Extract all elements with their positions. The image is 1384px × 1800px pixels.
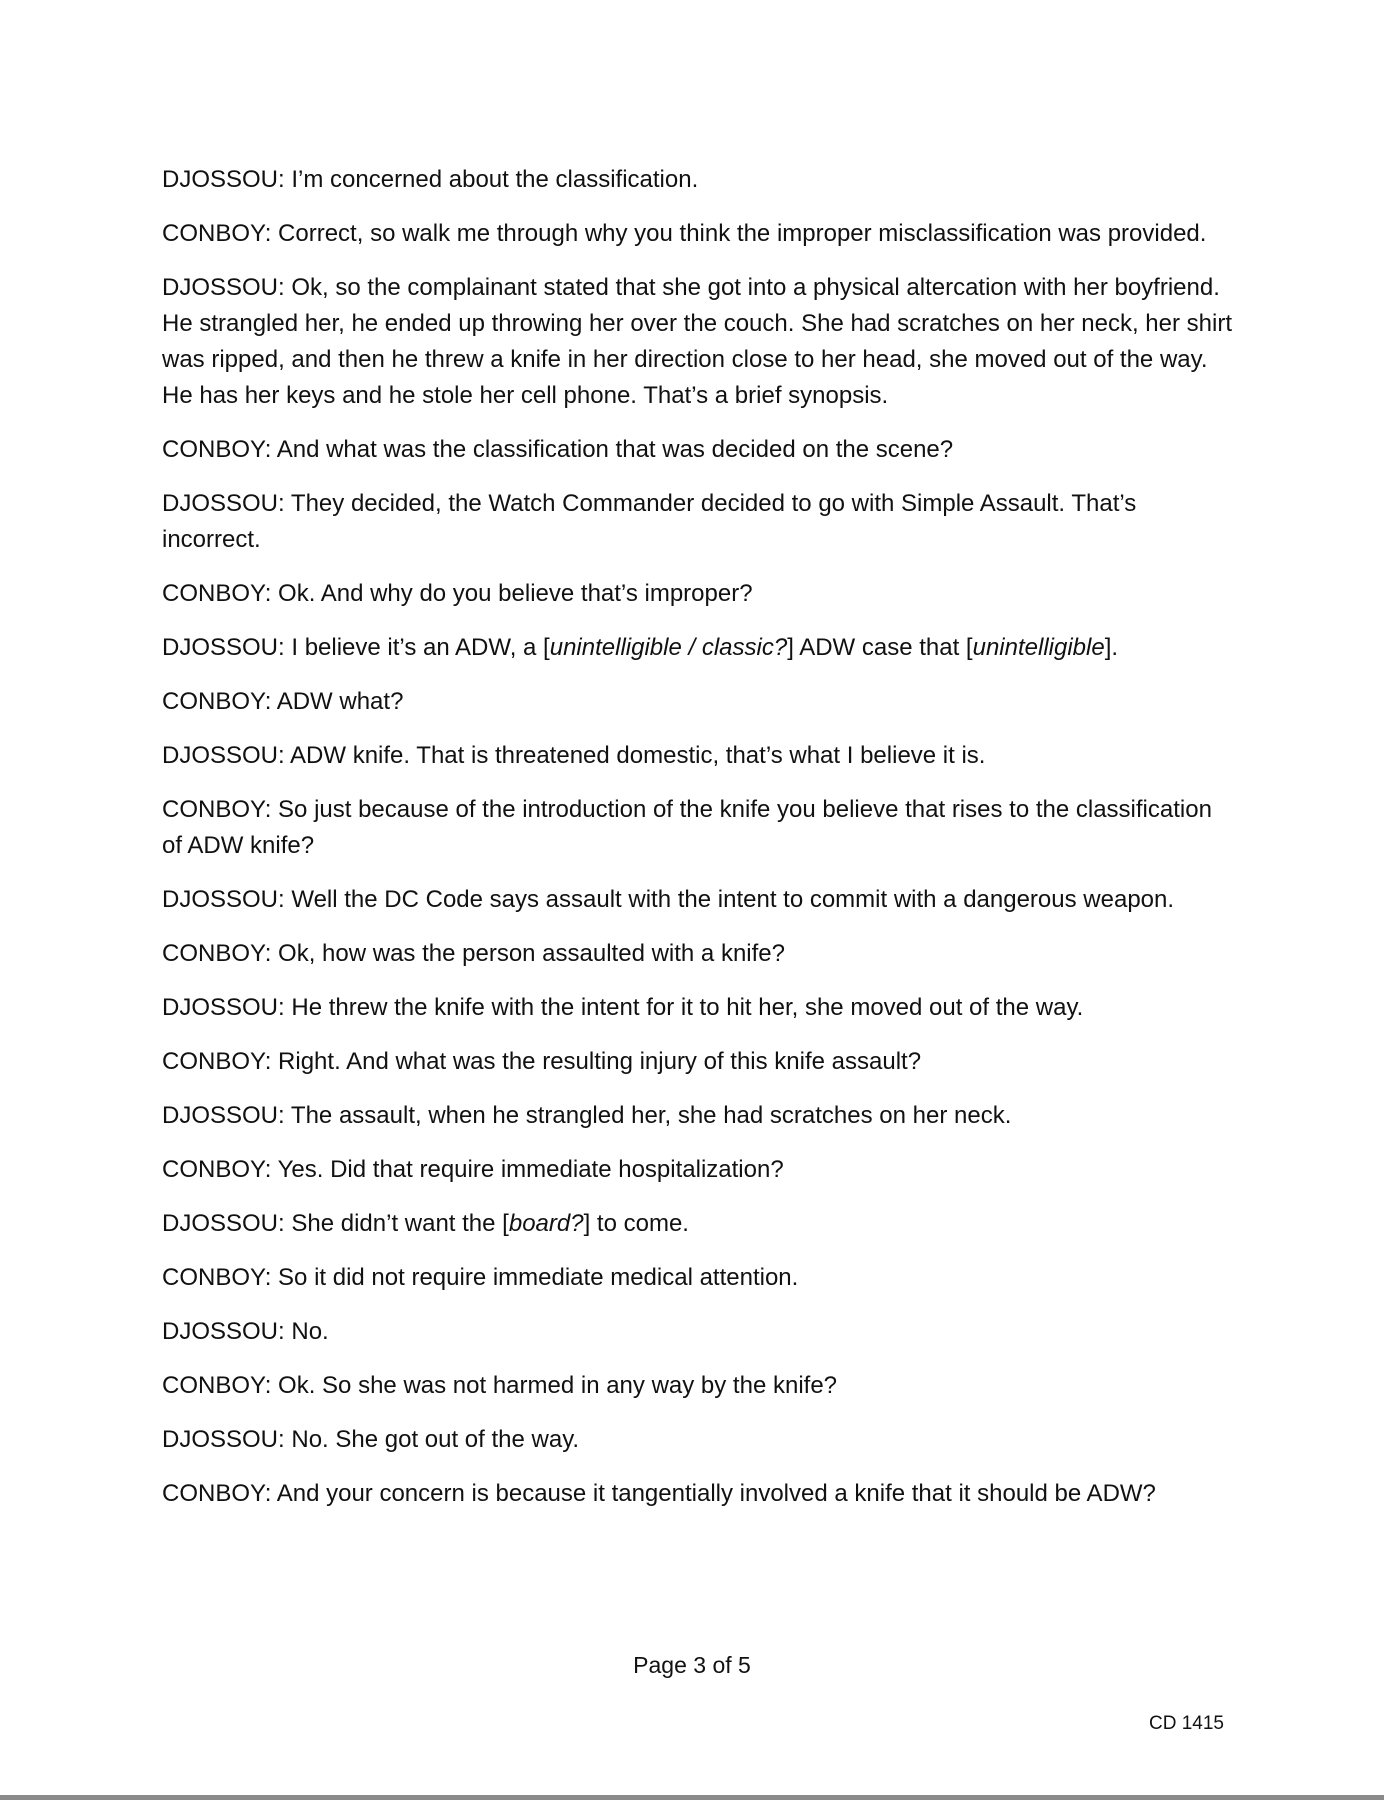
speaker-label: DJOSSOU :: [162, 634, 291, 661]
utterance-text: They decided, the Watch Commander decided to go with Simple Assault. That’s incorrect.: [162, 490, 1137, 553]
utterance-text: No. She got out of the way.: [291, 1426, 580, 1453]
transcript-turn: [162, 1314, 1232, 1350]
speaker-label: CONBOY :: [162, 220, 278, 247]
speaker-label: CONBOY :: [162, 1048, 278, 1075]
transcript-turn: [162, 1476, 1232, 1512]
utterance-text: I believe it’s an ADW, a [: [291, 634, 550, 661]
transcript-turn: [162, 738, 1232, 774]
utterance-text: And your concern is because it tangentially involved a knife that it should be ADW?: [276, 1480, 1156, 1507]
transcript-turn: [162, 990, 1232, 1026]
speaker-label: CONBOY :: [162, 580, 278, 607]
utterance-text: Correct, so walk me through why you think the improper misclassification was provided.: [278, 220, 1207, 247]
speaker-label: DJOSSOU :: [162, 1318, 291, 1345]
transcript-turn: [162, 216, 1232, 252]
speaker-label: CONBOY :: [162, 688, 277, 715]
utterance-text: I’m concerned about the classification.: [291, 166, 699, 193]
utterance-text: Ok, so the complainant stated that she got into a physical altercation with her boyfriend. He strangled her, he ended up throwing her over the couch. She had scratches on her neck, her shirt was ripped, and then he threw a knife in her direction close to her head, she moved out of the way. He has her keys and he stole her cell phone. That’s a brief synopsis.: [162, 274, 1232, 409]
utterance-text: Ok. So she was not harmed in any way by the knife?: [278, 1372, 838, 1399]
utterance-text: Well the DC Code says assault with the intent to commit with a dangerous weapon.: [291, 886, 1175, 913]
speaker-label: DJOSSOU :: [162, 1426, 291, 1453]
speaker-label: CONBOY :: [162, 436, 277, 463]
transcript-turn: [162, 1260, 1232, 1296]
utterance-text: ].: [1104, 634, 1119, 661]
transcript-turn: [162, 792, 1232, 864]
page-bottom-edge: [0, 1795, 1384, 1800]
transcriber-note: unintelligible: [972, 634, 1105, 661]
speaker-label: DJOSSOU :: [162, 1102, 291, 1129]
utterance-text: ADW what?: [276, 688, 404, 715]
utterance-text: Yes. Did that require immediate hospitalization?: [277, 1156, 784, 1183]
transcript-turn: [162, 1206, 1232, 1242]
transcript-turn: [162, 684, 1232, 720]
transcript-turn: [162, 630, 1232, 666]
speaker-label: CONBOY :: [162, 1264, 278, 1291]
utterance-text: No.: [291, 1318, 329, 1345]
speaker-label: CONBOY :: [162, 1480, 277, 1507]
speaker-label: DJOSSOU :: [162, 886, 291, 913]
utterance-text: Ok, how was the person assaulted with a knife?: [278, 940, 785, 967]
utterance-text: So just because of the introduction of the knife you believe that rises to the classification of ADW knife?: [162, 796, 1212, 859]
speaker-label: DJOSSOU :: [162, 1210, 291, 1237]
transcript-turn: [162, 882, 1232, 918]
speaker-label: CONBOY :: [162, 1372, 278, 1399]
utterance-text: So it did not require immediate medical attention.: [278, 1264, 799, 1291]
transcript-turn: [162, 1368, 1232, 1404]
utterance-text: He threw the knife with the intent for it to hit her, she moved out of the way.: [291, 994, 1084, 1021]
utterance-text: The assault, when he strangled her, she had scratches on her neck.: [290, 1102, 1012, 1129]
document-id: CD 1415: [1149, 1713, 1224, 1734]
transcript-turn: [162, 486, 1232, 558]
transcript-body: [162, 162, 1232, 1530]
page-number: Page 3 of 5: [633, 1652, 751, 1678]
utterance-text: ] ADW case that [: [787, 634, 973, 661]
utterance-text: She didn’t want the [: [291, 1210, 509, 1237]
transcriber-note: unintelligible / classic?: [549, 634, 788, 661]
transcript-turn: [162, 936, 1232, 972]
speaker-label: DJOSSOU :: [162, 742, 290, 769]
utterance-text: Ok. And why do you believe that’s improper?: [278, 580, 753, 607]
utterance-text: ] to come.: [583, 1210, 689, 1237]
transcript-turn: [162, 576, 1232, 612]
speaker-label: CONBOY :: [162, 796, 278, 823]
speaker-label: CONBOY :: [162, 940, 278, 967]
utterance-text: Right. And what was the resulting injury of this knife assault?: [278, 1048, 922, 1075]
transcript-turn: [162, 1044, 1232, 1080]
speaker-label: DJOSSOU :: [162, 166, 291, 193]
utterance-text: ADW knife. That is threatened domestic, that’s what I believe it is.: [290, 742, 986, 769]
transcript-turn: [162, 270, 1232, 414]
speaker-label: DJOSSOU :: [162, 994, 291, 1021]
transcript-turn: [162, 1098, 1232, 1134]
utterance-text: And what was the classification that was decided on the scene?: [276, 436, 954, 463]
transcriber-note: board?: [508, 1210, 584, 1237]
transcript-turn: [162, 162, 1232, 198]
speaker-label: DJOSSOU :: [162, 490, 291, 517]
speaker-label: CONBOY :: [162, 1156, 278, 1183]
speaker-label: DJOSSOU :: [162, 274, 291, 301]
transcript-turn: [162, 1422, 1232, 1458]
transcript-turn: [162, 432, 1232, 468]
transcript-turn: [162, 1152, 1232, 1188]
